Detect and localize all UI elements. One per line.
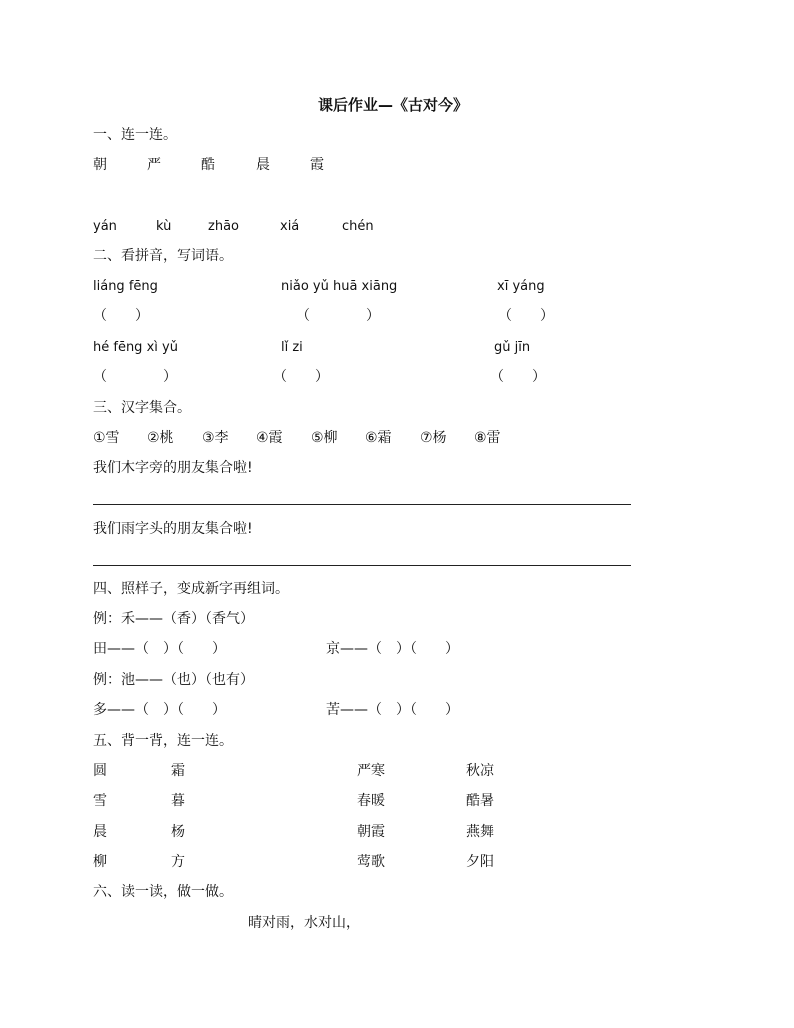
char-1: 朝 — [93, 157, 107, 173]
section-3-heading: 三、汉字集合。 — [93, 400, 191, 416]
answer-line-1[interactable] — [93, 504, 631, 505]
match-cell: 杨 — [171, 824, 185, 840]
section-5-heading: 五、背一背，连一连。 — [93, 733, 233, 749]
char-item-5: ⑤柳 — [311, 430, 338, 446]
section-6-heading: 六、读一读，做一做。 — [93, 884, 233, 900]
pinyin-word-5: lǐ zi — [281, 340, 303, 355]
char-5: 霞 — [310, 157, 324, 173]
match-cell: 晨 — [93, 824, 107, 840]
pinyin-4: xiá — [280, 219, 300, 234]
match-cell: 圆 — [93, 763, 107, 779]
pinyin-word-6: gǔ jīn — [494, 340, 531, 355]
char-3: 酷 — [201, 157, 215, 173]
match-cell: 雪 — [93, 793, 107, 809]
question-duo[interactable]: 多——（ ）（ ） — [93, 702, 226, 718]
char-item-8: ⑧雷 — [474, 430, 501, 446]
pinyin-2: kù — [156, 219, 172, 234]
pinyin-5: chén — [342, 219, 374, 234]
match-cell: 暮 — [171, 793, 185, 809]
match-cell: 朝霞 — [357, 824, 385, 840]
char-item-6: ⑥霜 — [365, 430, 392, 446]
match-cell: 春暖 — [357, 793, 385, 809]
example-2: 例：池——（也）（也有） — [93, 672, 254, 688]
char-2: 严 — [147, 157, 161, 173]
match-cell: 严寒 — [357, 763, 385, 779]
char-item-4: ④霞 — [256, 430, 283, 446]
pinyin-3: zhāo — [208, 219, 239, 234]
page-title: 课后作业—《古对今》 — [318, 96, 469, 114]
match-cell: 夕阳 — [466, 854, 494, 870]
match-cell: 霜 — [171, 763, 185, 779]
answer-bracket-6[interactable]: （ ） — [490, 369, 546, 385]
answer-bracket-3[interactable]: （ ） — [498, 308, 554, 324]
question-tian[interactable]: 田——（ ）（ ） — [93, 641, 226, 657]
char-item-7: ⑦杨 — [420, 430, 447, 446]
answer-line-2[interactable] — [93, 565, 631, 566]
prompt-yu-radical: 我们雨字头的朋友集合啦! — [93, 521, 253, 537]
reading-line-1: 晴对雨，水对山， — [248, 915, 360, 931]
match-cell: 方 — [171, 854, 185, 870]
example-1: 例：禾——（香）（香气） — [93, 611, 254, 627]
section-1-heading: 一、连一连。 — [93, 127, 177, 143]
pinyin-word-4: hé fēng xì yǔ — [93, 340, 178, 355]
answer-bracket-2[interactable]: （ ） — [296, 308, 380, 324]
match-cell: 燕舞 — [466, 824, 494, 840]
match-cell: 柳 — [93, 854, 107, 870]
pinyin-word-1: liáng fēng — [93, 279, 158, 294]
section-2-heading: 二、看拼音，写词语。 — [93, 248, 233, 264]
pinyin-1: yán — [93, 219, 117, 234]
section-4-heading: 四、照样子，变成新字再组词。 — [93, 581, 289, 597]
question-jing[interactable]: 京——（ ）（ ） — [326, 641, 459, 657]
match-cell: 秋凉 — [466, 763, 494, 779]
answer-bracket-4[interactable]: （ ） — [93, 369, 177, 385]
question-ku[interactable]: 苦——（ ）（ ） — [326, 702, 459, 718]
char-4: 晨 — [256, 157, 270, 173]
answer-bracket-1[interactable]: （ ） — [93, 308, 149, 324]
char-item-3: ③李 — [202, 430, 229, 446]
pinyin-word-2: niǎo yǔ huā xiāng — [281, 279, 398, 294]
answer-bracket-5[interactable]: （ ） — [273, 369, 329, 385]
char-item-2: ②桃 — [147, 430, 174, 446]
prompt-mu-radical: 我们木字旁的朋友集合啦! — [93, 460, 253, 476]
pinyin-word-3: xī yáng — [497, 279, 545, 294]
match-cell: 莺歌 — [357, 854, 385, 870]
match-cell: 酷暑 — [466, 793, 494, 809]
char-item-1: ①雪 — [93, 430, 120, 446]
